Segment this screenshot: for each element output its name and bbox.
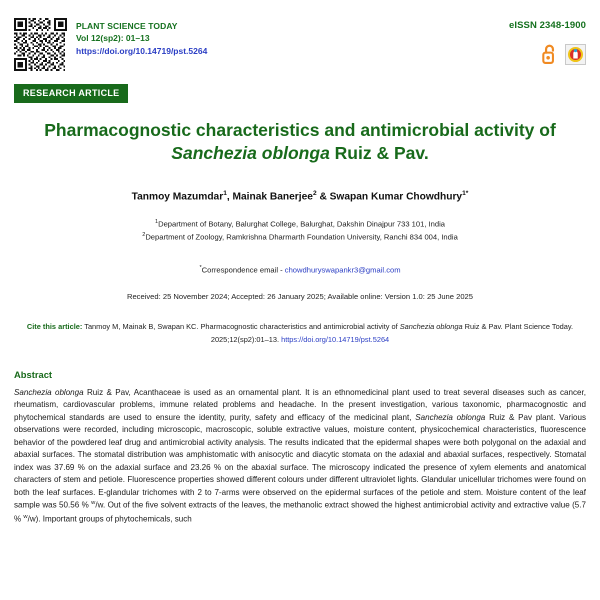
author-sep-1: ,	[226, 190, 233, 202]
article-type-badge: RESEARCH ARTICLE	[14, 84, 128, 103]
abstract-sup-2: w	[23, 513, 28, 520]
author-3-name: Swapan Kumar Chowdhury	[329, 190, 463, 202]
crossmark-icon[interactable]	[565, 44, 586, 65]
citation-doi-link[interactable]: https://doi.org/10.14719/pst.5264	[281, 334, 390, 344]
abstract-species-2: Sanchezia oblonga	[415, 412, 486, 422]
title-species: Sanchezia oblonga	[171, 142, 330, 163]
qr-code-icon	[14, 18, 67, 71]
cite-this-article-label: Cite this article:	[26, 322, 83, 332]
citation-species: Sanchezia oblonga	[399, 322, 463, 332]
header-left-block	[14, 18, 207, 71]
abstract-species-1: Sanchezia oblonga	[14, 387, 84, 397]
abstract-sup-1: w	[91, 500, 96, 507]
author-2-sup: 2	[312, 189, 317, 197]
author-sep-2: &	[316, 190, 330, 202]
header-right-block	[509, 18, 586, 65]
affiliation-1-sup: 1	[154, 218, 159, 225]
citation-block	[14, 321, 586, 346]
abstract-paragraph-4: /w). Important groups of phytochemicals, such	[27, 514, 192, 524]
abstract-paragraph-3: /w. Out of the five solvent extracts of the leaves, the methanolic extract showed the highest antimicrobial activity and extractive value (5.7 %	[14, 501, 586, 524]
correspondence-label: Correspondence email -	[201, 265, 285, 275]
author-3-sup: 1*	[462, 189, 469, 197]
affiliation-2-text: Department of Zoology, Ramkrishna Dharmarth Foundation University, Ranchi 834 004, India	[145, 232, 458, 242]
page-title	[14, 119, 586, 165]
abstract-paragraph-1: Ruiz & Pav, Acanthaceae is used as an ornamental plant. It is an ethnomedicinal plant used to treat several diseases such as cancer, rheumatism, cardiovascular problems, immune related problems and headache. In the present investigation, various taxonomic, pharmacognostic and phytochemical standards are used to ensure the identity, purity, safety and efficacy of the medicinal plant,	[14, 387, 586, 422]
correspondence-line	[14, 265, 586, 275]
title-authority: Ruiz & Pav.	[334, 142, 429, 163]
journal-volume: Vol 12(sp2): 01–13	[76, 33, 150, 44]
abstract-body	[14, 387, 586, 526]
author-2-name: Mainak Banerjee	[232, 190, 313, 202]
journal-doi-link[interactable]: https://doi.org/10.14719/pst.5264	[76, 45, 208, 56]
affiliation-2-sup: 2	[142, 231, 146, 238]
abstract-paragraph-2: Ruiz & Pav plant. Various observations were recorded, including microscopic, macroscopic, soluble extractive values, moisture content, physicochemical characteristics, fluorescence behavior of the powdered leaf drug and antimicrobial activity analysis. The results indicated that the epidermal shapes were both polygonal on the adaxial and abaxial surfaces. The stomatal distribution was amphistomatic with anisocytic and diacytic stomata on the adaxial and abaxial surfaces, respectively. Stomatal index was 37.69 % on the adaxial surface and 23.26 % on the abaxial surface. The microscopy indicated the presence of xylem elements and anatomical characters of stem and petiole. Fluorescence properties showed different colours under different ultraviolet lights. Glandular unicellular trichomes were found on both the leaf surfaces. E-glandular trichomes with 2 to 7-arms were observed on the epidermal surfaces of the petiole and stem. Moisture content of the leaf sample was 50.56 %	[14, 412, 586, 511]
header-badges	[509, 43, 586, 65]
publication-dates: Received: 25 November 2024; Accepted: 26 January 2025; Available online: Version 1.0: 25 June 2025	[126, 292, 474, 302]
page-header	[14, 0, 586, 71]
eissn-label: eISSN 2348-1900	[508, 20, 586, 31]
citation-part-2: Ruiz & Pav. Plant Science Today. 2025;12(sp2):01–13.	[210, 322, 574, 344]
affiliation-item	[14, 218, 586, 231]
title-line-1: Pharmacognostic characteristics and antimicrobial activity of	[44, 120, 556, 140]
author-1-sup: 1	[223, 189, 227, 197]
correspondence-email-link[interactable]: chowdhuryswapankr3@gmail.com	[284, 265, 401, 275]
journal-info	[76, 18, 207, 57]
author-list	[14, 190, 586, 202]
journal-title: PLANT SCIENCE TODAY	[76, 21, 178, 31]
author-1-name: Tanmoy Mazumdar	[131, 190, 224, 202]
abstract-heading: Abstract	[14, 368, 53, 380]
affiliation-item	[14, 231, 586, 244]
correspondence-sup: *	[199, 264, 202, 271]
citation-part-1: Tanmoy M, Mainak B, Swapan KC. Pharmacognostic characteristics and antimicrobial activity of	[82, 322, 400, 332]
open-access-lock-icon[interactable]	[541, 43, 558, 65]
affiliation-1-text: Department of Botany, Balurghat College, Balurghat, Dakshin Dinajpur 733 101, India	[158, 219, 446, 229]
affiliation-list	[14, 218, 586, 244]
